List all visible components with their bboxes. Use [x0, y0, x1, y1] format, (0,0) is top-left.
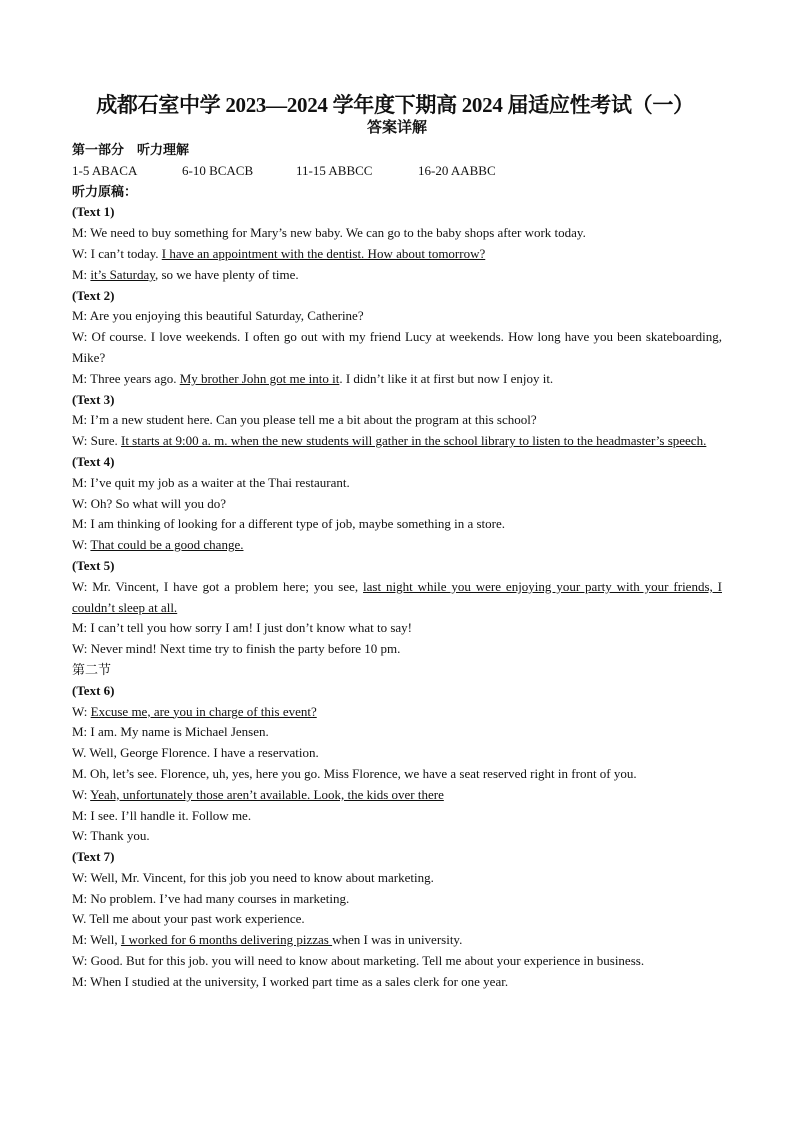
answer-group-2: 6-10 BCACB	[182, 162, 254, 178]
dialogue-line	[72, 930, 722, 951]
underlined-key-text: It starts at 9:00 a. m. when the new students will gather in the school library to listen to the headmaster’s speech.	[120, 433, 707, 449]
text-label: (Text 4)	[72, 453, 115, 469]
dialogue-line: M: Are you enjoying this beautiful Saturday, Catherine?	[72, 308, 364, 324]
dialogue-text: when I was in university.	[332, 932, 463, 948]
dialogue-line: M: We need to buy something for Mary’s new baby. We can go to the baby shops after work today.	[72, 225, 586, 241]
underlined-key-text: last night while you were enjoying your party with your friends, I couldn’t sleep at all.	[72, 578, 722, 615]
answer-document	[72, 92, 722, 993]
underlined-key-text: it’s Saturday	[90, 266, 155, 282]
underlined-key-text: My brother John got me into it	[179, 370, 340, 386]
text-label: (Text 2)	[72, 287, 115, 303]
dialogue-line: W: Well, Mr. Vincent, for this job you need to know about marketing.	[72, 869, 434, 885]
dialogue-line: W. Tell me about your past work experience.	[72, 911, 305, 927]
dialogue-line: W: Good. But for this job. you will need to know about marketing. Tell me about your experience in business.	[72, 953, 645, 969]
document-subtitle: 答案详解	[366, 120, 427, 136]
text-label: (Text 6)	[72, 682, 115, 698]
underlined-key-text: I worked for 6 months delivering pizzas	[120, 932, 333, 948]
underlined-key-text: I have an appointment with the dentist. How about tomorrow?	[161, 245, 486, 261]
underlined-key-text: Excuse me, are you in charge of this event?	[90, 703, 317, 719]
dialogue-line	[72, 431, 722, 452]
answer-group-4: 16-20 AABBC	[418, 162, 496, 178]
text-label: (Text 5)	[72, 557, 115, 573]
dialogue-text: W: Sure.	[72, 433, 121, 449]
dialogue-line: W: Of course. I love weekends. I often go out with my friend Lucy at weekends. How long have you been skateboarding, Mike?	[72, 329, 722, 365]
dialogue-line: W: Never mind! Next time try to finish the party before 10 pm.	[72, 641, 401, 657]
dialogue-line	[72, 265, 722, 286]
dialogue-line	[72, 369, 722, 390]
answer-key	[72, 161, 722, 182]
dialogue-text: M: Well,	[72, 932, 121, 948]
dialogue-line: M: I can’t tell you how sorry I am! I just don’t know what to say!	[72, 620, 412, 636]
answer-group-3: 11-15 ABBCC	[296, 162, 373, 178]
document-title: 成都石室中学 2023—2024 学年度下期高 2024 届适应性考试（一）	[96, 93, 694, 117]
dialogue-line: M: When I studied at the university, I worked part time as a sales clerk for one year.	[72, 973, 509, 989]
dialogue-line	[72, 702, 722, 723]
part1-heading: 第一部分 听力理解	[72, 142, 190, 157]
dialogue-text: W: Mr. Vincent, I have got a problem here; you see,	[72, 578, 364, 594]
dialogue-line: W: Oh? So what will you do?	[72, 495, 227, 511]
dialogue-line: M: I am thinking of looking for a different type of job, maybe something in a store.	[72, 516, 506, 532]
dialogue-text: W:	[72, 703, 91, 719]
dialogue-line: M: I am. My name is Michael Jensen.	[72, 724, 269, 740]
dialogue-line: M: I’ve quit my job as a waiter at the Thai restaurant.	[72, 474, 350, 490]
text-label: (Text 7)	[72, 849, 115, 865]
dialogue-text: . I didn’t like it at first but now I enjoy it.	[339, 370, 554, 386]
dialogue-line: M. Oh, let’s see. Florence, uh, yes, here you go. Miss Florence, we have a seat reserved right in front of you.	[72, 765, 637, 781]
dialogue-text: W: I can’t today.	[72, 245, 162, 261]
dialogue-line	[72, 577, 722, 619]
underlined-key-text: That could be a good change.	[90, 537, 244, 553]
dialogue-text: M:	[72, 266, 91, 282]
dialogue-line: W. Well, George Florence. I have a reservation.	[72, 745, 319, 761]
dialogue-text: M: Three years ago.	[72, 370, 180, 386]
dialogue-text: W:	[72, 537, 91, 553]
dialogue-line: W: Thank you.	[72, 828, 150, 844]
dialogue-text: W:	[72, 786, 91, 802]
dialogue-line	[72, 244, 722, 265]
script-label: 听力原稿：	[72, 183, 138, 199]
dialogue-line: M: I see. I’ll handle it. Follow me.	[72, 807, 252, 823]
section2-heading: 第二节	[72, 661, 112, 677]
text-label: (Text 1)	[72, 204, 115, 220]
underlined-key-text: Yeah, unfortunately those aren’t available. Look, the kids over there	[90, 786, 444, 802]
dialogue-line: M: No problem. I’ve had many courses in marketing.	[72, 890, 350, 906]
text-label: (Text 3)	[72, 391, 115, 407]
dialogue-line: M: I’m a new student here. Can you please tell me a bit about the program at this school?	[72, 412, 537, 428]
dialogue-text: , so we have plenty of time.	[154, 266, 299, 282]
answer-group-1: 1-5 ABACA	[72, 162, 138, 178]
dialogue-line	[72, 535, 722, 556]
dialogue-line	[72, 785, 722, 806]
